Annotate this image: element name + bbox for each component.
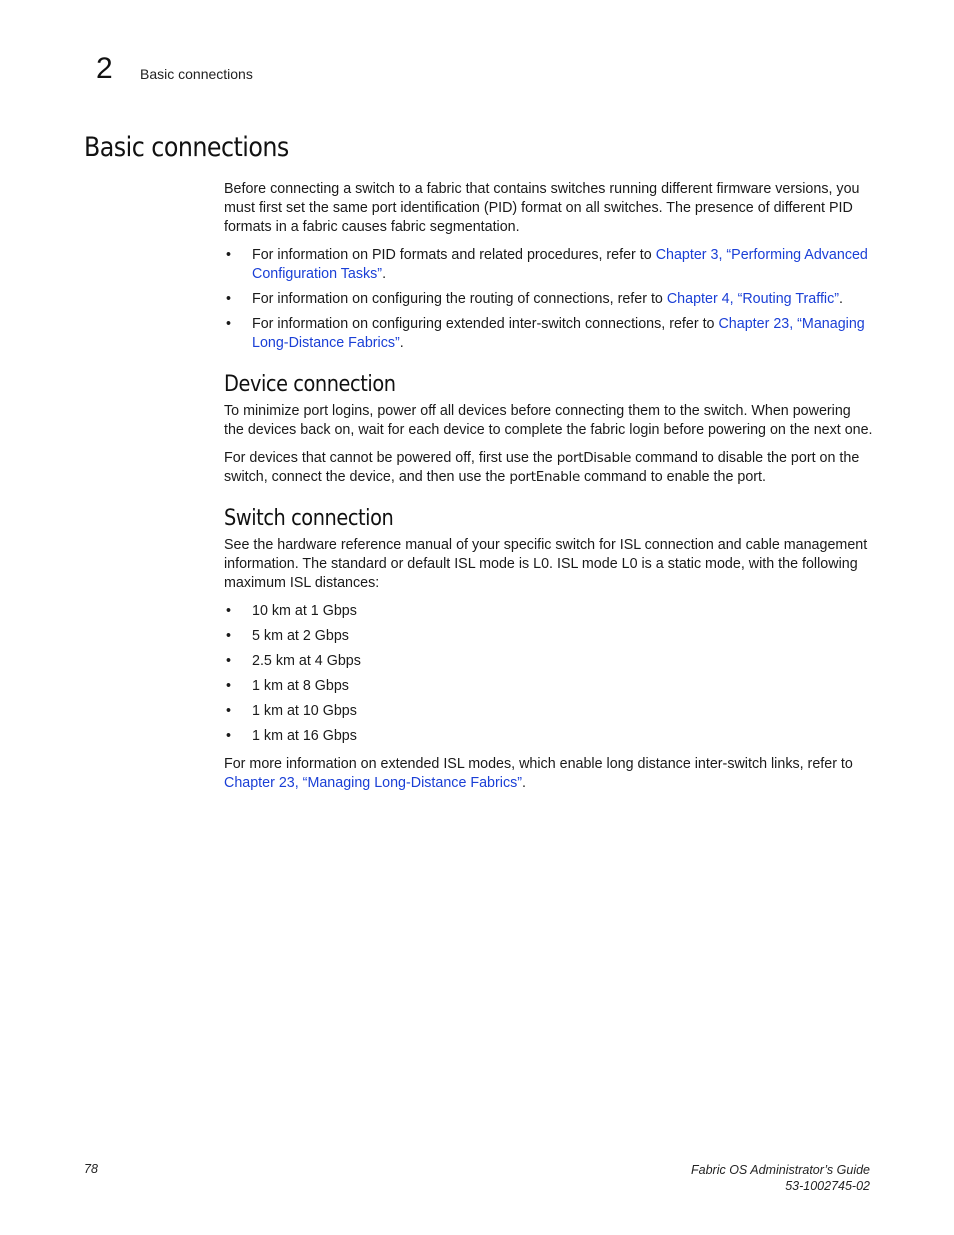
bullet-icon: • <box>226 628 232 644</box>
footer-doc-info <box>691 1162 870 1194</box>
list-item <box>224 602 874 621</box>
bullet-icon: • <box>226 291 232 307</box>
chapter-4-link[interactable]: Chapter 4, “Routing Traffic” <box>666 291 840 307</box>
list-item <box>224 702 874 721</box>
list-item-tail: . <box>399 335 404 351</box>
device-para2-text-a: For devices that cannot be powered off, first use the <box>224 450 557 466</box>
device-paragraph-1: To minimize port logins, power off all devices before connecting them to the switch. When powering the devices back on, wait for each device to complete the fabric login before powering on the next one. <box>224 403 873 438</box>
device-para2-text-b: command to disable the port on the switch, connect the device, and then use the <box>224 450 860 485</box>
isl-distance-list <box>224 602 874 746</box>
list-item <box>224 677 874 696</box>
portdisable-command: portDisable <box>556 450 632 466</box>
distance-text: 10 km at 1 Gbps <box>252 603 357 619</box>
intro-bullet-list <box>224 246 874 353</box>
intro-paragraph: Before connecting a switch to a fabric that contains switches running different firmware versions, you must first set the same port identification (PID) format on all switches. The presence of different PID formats in a fabric causes fabric segmentation. <box>224 181 860 235</box>
distance-text: 1 km at 16 Gbps <box>252 728 357 744</box>
bullet-icon: • <box>226 678 232 694</box>
bullet-icon: • <box>226 703 232 719</box>
list-item <box>224 290 874 309</box>
list-item-tail: . <box>382 266 387 282</box>
list-item-text: For information on configuring extended inter-switch connections, refer to <box>252 316 719 332</box>
switch-paragraph-2 <box>224 755 874 793</box>
list-item-text: For information on PID formats and related procedures, refer to <box>252 247 656 263</box>
page-title: Basic connections <box>84 132 289 163</box>
device-connection-heading: Device connection <box>224 372 396 397</box>
bullet-icon: • <box>226 603 232 619</box>
bullet-icon: • <box>226 728 232 744</box>
distance-text: 1 km at 10 Gbps <box>252 703 357 719</box>
distance-text: 5 km at 2 Gbps <box>252 628 349 644</box>
device-para2-text-c: command to enable the port. <box>580 469 766 485</box>
switch-paragraph-1: See the hardware reference manual of your specific switch for ISL connection and cable management information. The standard or default ISL mode is L0. ISL mode L0 is a static mode, with the following maximum ISL distances: <box>224 537 868 591</box>
bullet-icon: • <box>226 247 232 263</box>
portenable-command: portEnable <box>509 469 580 485</box>
chapter-23-link[interactable]: Chapter 23, “Managing Long-Distance Fabrics” <box>224 775 523 791</box>
distance-text: 1 km at 8 Gbps <box>252 678 349 694</box>
list-item <box>224 315 874 353</box>
list-item <box>224 246 874 284</box>
chapter-running-title: Basic connections <box>140 66 253 82</box>
page-number: 78 <box>84 1162 98 1176</box>
guide-title: Fabric OS Administrator’s Guide <box>691 1163 870 1177</box>
switch-para2-tail: . <box>522 775 526 791</box>
chapter-23-link[interactable]: Chapter 23, “Managing Long-Distance Fabrics” <box>252 316 865 351</box>
distance-text: 2.5 km at 4 Gbps <box>252 653 361 669</box>
switch-connection-heading: Switch connection <box>224 506 394 531</box>
chapter-number: 2 <box>96 52 113 85</box>
bullet-icon: • <box>226 653 232 669</box>
device-paragraph-2 <box>224 449 874 487</box>
list-item-tail: . <box>839 291 843 307</box>
bullet-icon: • <box>226 316 232 332</box>
doc-number: 53-1002745-02 <box>785 1179 870 1193</box>
list-item-text: For information on configuring the routing of connections, refer to <box>252 291 667 307</box>
switch-para2-text: For more information on extended ISL modes, which enable long distance inter-switch links, refer to <box>224 756 853 772</box>
page-content <box>224 180 874 802</box>
list-item <box>224 727 874 746</box>
list-item <box>224 652 874 671</box>
list-item <box>224 627 874 646</box>
chapter-3-link[interactable]: Chapter 3, “Performing Advanced Configuration Tasks” <box>252 247 868 282</box>
